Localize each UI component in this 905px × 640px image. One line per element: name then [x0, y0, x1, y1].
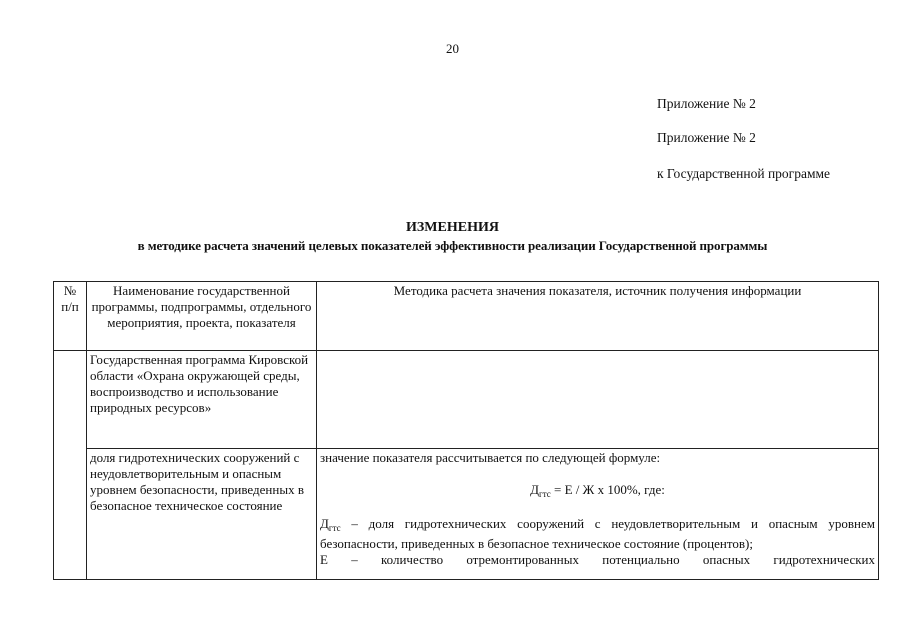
indicator-method-cell [317, 449, 879, 580]
definition-symbol: Д [320, 516, 329, 531]
definition-text: – доля гидротехнических сооружений с неудовлетворительным и опасным уровнем безопасности, приведенных в безопасное техническое состояние (процентов); [320, 516, 875, 551]
header-name: Наименование государственной программы, подпрограммы, отдельного мероприятия, проекта, показателя [87, 282, 317, 351]
header-number: № п/п [54, 282, 87, 351]
program-method-cell [317, 351, 879, 449]
changes-table [53, 281, 879, 580]
table-header-row [54, 282, 879, 351]
document-subtitle: в методике расчета значений целевых показателей эффективности реализации Государственной программы [137, 238, 768, 253]
program-name-cell: Государственная программа Кировской области «Охрана окружающей среды, воспроизводство и использование природных ресурсов» [87, 351, 317, 449]
table-row [54, 351, 879, 449]
appendix-label: Приложение № 2 [657, 96, 756, 111]
appendix-label-repeat: Приложение № 2 [657, 130, 756, 145]
formula-subscript: гтс [539, 489, 551, 499]
method-intro-text: значение показателя рассчитывается по следующей формуле: [320, 450, 661, 465]
page-number: 20 [446, 41, 459, 56]
appendix-program-reference: к Государственной программе [657, 166, 831, 181]
definition-e: Е – количество отремонтированных потенциально опасных гидротехнических [320, 552, 875, 567]
document-title: ИЗМЕНЕНИЯ [406, 220, 499, 235]
formula [320, 482, 875, 502]
indicator-name-cell: доля гидротехнических сооружений с неудовлетворительным и опасным уровнем безопасности, приведенных в безопасное техническое состояние [87, 449, 317, 580]
definition-d-gts [320, 516, 875, 552]
row-number-cell [54, 351, 87, 580]
header-method: Методика расчета значения показателя, источник получения информации [317, 282, 879, 351]
definition-subscript: гтс [328, 523, 341, 533]
table-row [54, 449, 879, 580]
formula-expression: = Е / Ж х 100%, где: [550, 482, 665, 497]
formula-symbol: Д [530, 482, 540, 497]
